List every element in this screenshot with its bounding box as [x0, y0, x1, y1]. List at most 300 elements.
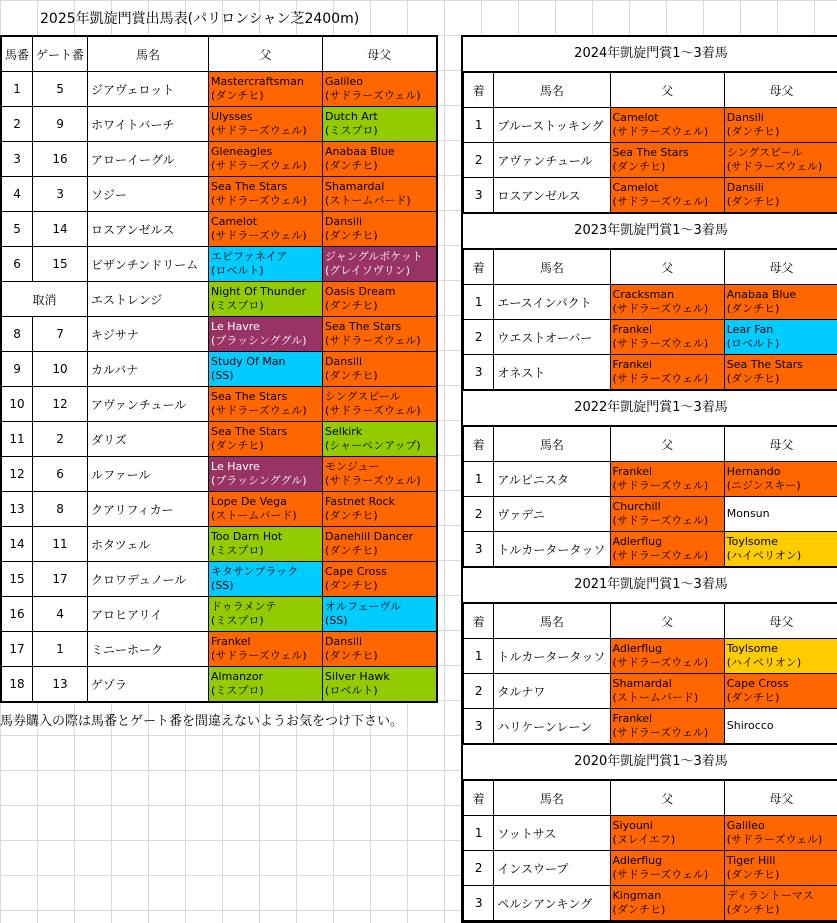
- finish-rank: 1: [464, 285, 494, 320]
- broodmare-sire-cell-name: Shamardal: [325, 180, 434, 194]
- horse-number: 16: [1, 597, 33, 632]
- sire-cell-name: Frankel: [613, 358, 722, 372]
- sire-cell: [610, 355, 724, 390]
- sire-cell: [209, 72, 323, 107]
- broodmare-sire-cell-name: ジャングルポケット: [325, 250, 434, 264]
- entry-row: [1, 667, 437, 703]
- horse-name: ソットサス: [494, 816, 610, 851]
- entry-row: [1, 492, 437, 527]
- past-results-table: [463, 780, 837, 921]
- sire-cell-line: (サドラーズウェル): [613, 656, 722, 670]
- past-header-cell: 馬名: [494, 604, 610, 639]
- horse-number: 1: [1, 72, 33, 107]
- sire-cell-line: (SS): [211, 369, 320, 383]
- finish-rank: 2: [464, 320, 494, 355]
- horse-name: エースインパクト: [494, 285, 610, 320]
- past-row: [464, 497, 837, 532]
- past-section-title: 2022年凱旋門賞1～3着馬: [463, 390, 837, 426]
- horse-name: ブルーストッキング: [494, 108, 610, 143]
- sire-cell-line: (ブラッシンググル): [211, 334, 320, 348]
- broodmare-sire-cell: [724, 851, 837, 886]
- broodmare-sire-cell-name: シングスピール: [727, 146, 836, 160]
- horse-number: 6: [1, 247, 33, 282]
- sire-cell-name: Frankel: [211, 635, 320, 649]
- finish-rank: 1: [464, 816, 494, 851]
- entry-row: [1, 457, 437, 492]
- broodmare-sire-cell: [323, 212, 437, 247]
- broodmare-sire-cell: [323, 282, 437, 317]
- sire-cell-line: (サドラーズウェル): [613, 868, 722, 882]
- sire-cell-name: Sea The Stars: [613, 146, 722, 160]
- broodmare-sire-cell: [724, 285, 837, 320]
- sire-cell: [209, 212, 323, 247]
- broodmare-sire-cell-name: Dansili: [325, 215, 434, 229]
- broodmare-sire-cell: [724, 709, 837, 744]
- broodmare-sire-cell-name: モンジュー: [325, 460, 434, 474]
- horse-name: オネスト: [494, 355, 610, 390]
- entry-header-cell: ゲート番: [33, 36, 88, 72]
- entry-row: [1, 422, 437, 457]
- sire-cell-line: (サドラーズウェル): [613, 479, 722, 493]
- broodmare-sire-cell: [724, 355, 837, 390]
- broodmare-sire-cell-name: Selkirk: [325, 425, 434, 439]
- horse-name: ミニーホーク: [88, 632, 209, 667]
- sire-cell: [610, 143, 724, 178]
- broodmare-sire-cell-line: (ダンチヒ): [325, 649, 434, 663]
- horse-name: インスウープ: [494, 851, 610, 886]
- entry-row: [1, 282, 437, 317]
- past-row: [464, 320, 837, 355]
- entry-row: [1, 527, 437, 562]
- horse-name: タルナワ: [494, 674, 610, 709]
- sire-cell-line: (サドラーズウェル): [211, 194, 320, 208]
- broodmare-sire-cell-name: Danehill Dancer: [325, 530, 434, 544]
- broodmare-sire-cell-line: (ダンチヒ): [727, 372, 836, 386]
- sire-cell-line: (ブラッシンググル): [211, 474, 320, 488]
- broodmare-sire-cell: [724, 108, 837, 143]
- sire-cell-line: (サドラーズウェル): [613, 514, 722, 528]
- broodmare-sire-cell-name: Galileo: [325, 75, 434, 89]
- horse-name: ホタツェル: [88, 527, 209, 562]
- sire-cell-name: Camelot: [211, 215, 320, 229]
- horse-name: ルファール: [88, 457, 209, 492]
- finish-rank: 3: [464, 532, 494, 567]
- sire-cell-name: Shamardal: [613, 677, 722, 691]
- entry-row: [1, 72, 437, 107]
- broodmare-sire-cell-name: Dansili: [325, 355, 434, 369]
- sire-cell-name: ドゥラメンテ: [211, 600, 320, 614]
- broodmare-sire-cell-line: (ダンチヒ): [325, 369, 434, 383]
- sire-cell: [610, 816, 724, 851]
- past-header-cell: 馬名: [494, 427, 610, 462]
- past-row: [464, 178, 837, 213]
- broodmare-sire-cell-line: (ダンチヒ): [325, 509, 434, 523]
- horse-name: クアリフィカー: [88, 492, 209, 527]
- past-section-title: 2023年凱旋門賞1～3着馬: [463, 213, 837, 249]
- broodmare-sire-cell-name: Dansili: [325, 635, 434, 649]
- broodmare-sire-cell-name: Sea The Stars: [727, 358, 836, 372]
- horse-name: ビザンチンドリーム: [88, 247, 209, 282]
- past-header-cell: 母父: [724, 73, 837, 108]
- past-row: [464, 462, 837, 497]
- entry-row: [1, 562, 437, 597]
- past-row: [464, 709, 837, 744]
- past-row: [464, 674, 837, 709]
- sire-cell-line: (ストームバード): [613, 691, 722, 705]
- past-row: [464, 108, 837, 143]
- broodmare-sire-cell: [323, 457, 437, 492]
- horse-name: ハリケーンレーン: [494, 709, 610, 744]
- gate-number: 6: [33, 457, 88, 492]
- broodmare-sire-cell-line: (ロベルト): [727, 337, 836, 351]
- gate-number: 17: [33, 562, 88, 597]
- past-header-row: [464, 781, 837, 816]
- broodmare-sire-cell-name: Toylsome: [727, 535, 836, 549]
- sire-cell: [610, 108, 724, 143]
- past-header-cell: 母父: [724, 250, 837, 285]
- sire-cell-name: Frankel: [613, 323, 722, 337]
- past-row: [464, 532, 837, 567]
- broodmare-sire-cell-name: Galileo: [727, 819, 836, 833]
- past-header-cell: 父: [610, 604, 724, 639]
- broodmare-sire-cell-line: (ダンチヒ): [727, 868, 836, 882]
- past-header-row: [464, 73, 837, 108]
- broodmare-sire-cell: [323, 422, 437, 457]
- broodmare-sire-cell-line: (SS): [325, 614, 434, 628]
- sire-cell: [209, 177, 323, 212]
- past-header-cell: 馬名: [494, 250, 610, 285]
- horse-name: カルバナ: [88, 352, 209, 387]
- sire-cell: [610, 178, 724, 213]
- gate-number: 8: [33, 492, 88, 527]
- sire-cell: [610, 532, 724, 567]
- past-row: [464, 285, 837, 320]
- horse-name: ジアヴェロット: [88, 72, 209, 107]
- broodmare-sire-cell-line: (ダンチヒ): [325, 229, 434, 243]
- broodmare-sire-cell: [724, 532, 837, 567]
- past-header-cell: 母父: [724, 427, 837, 462]
- past-header-cell: 着: [464, 250, 494, 285]
- past-section-title: 2020年凱旋門賞1～3着馬: [463, 744, 837, 780]
- sire-cell-line: (サドラーズウェル): [613, 302, 722, 316]
- broodmare-sire-cell-name: Anabaa Blue: [727, 288, 836, 302]
- sire-cell-line: (サドラーズウェル): [613, 549, 722, 563]
- horse-name: ダリズ: [88, 422, 209, 457]
- entry-row: [1, 247, 437, 282]
- broodmare-sire-cell-name: Cape Cross: [325, 565, 434, 579]
- horse-name: ゲゾラ: [88, 667, 209, 703]
- entry-header-cell: 馬名: [88, 36, 209, 72]
- broodmare-sire-cell-line: (ダンチヒ): [325, 159, 434, 173]
- broodmare-sire-cell-name: ディラントーマス: [727, 889, 836, 903]
- sire-cell-line: (サドラーズウェル): [211, 404, 320, 418]
- sire-cell: [209, 247, 323, 282]
- sire-cell-name: Camelot: [613, 111, 722, 125]
- broodmare-sire-cell-line: (ダンチヒ): [727, 903, 836, 917]
- sire-cell: [610, 497, 724, 532]
- entry-header-cell: 母父: [323, 36, 437, 72]
- finish-rank: 2: [464, 851, 494, 886]
- broodmare-sire-cell: [724, 639, 837, 674]
- past-header-cell: 着: [464, 427, 494, 462]
- horse-name: ウエストオーバー: [494, 320, 610, 355]
- past-section-title: 2021年凱旋門賞1～3着馬: [463, 567, 837, 603]
- sire-cell: [209, 597, 323, 632]
- broodmare-sire-cell: [323, 72, 437, 107]
- sire-cell-line: (サドラーズウェル): [613, 125, 722, 139]
- finish-rank: 3: [464, 709, 494, 744]
- horse-name: アローイーグル: [88, 142, 209, 177]
- sire-cell: [209, 352, 323, 387]
- past-row: [464, 816, 837, 851]
- gate-number: 2: [33, 422, 88, 457]
- horse-number: 13: [1, 492, 33, 527]
- broodmare-sire-cell-line: (サドラーズウェル): [325, 404, 434, 418]
- past-header-cell: 着: [464, 73, 494, 108]
- sire-cell-line: (ヌレイエフ): [613, 833, 722, 847]
- sire-cell-name: Too Darn Hot: [211, 530, 320, 544]
- horse-number: 18: [1, 667, 33, 703]
- gate-number: 9: [33, 107, 88, 142]
- sire-cell-name: Adlerflug: [613, 854, 722, 868]
- horse-number: 14: [1, 527, 33, 562]
- broodmare-sire-cell-name: Shirocco: [727, 719, 836, 733]
- broodmare-sire-cell-line: (ミスプロ): [325, 124, 434, 138]
- horse-number: 10: [1, 387, 33, 422]
- past-header-cell: 父: [610, 427, 724, 462]
- sire-cell: [610, 285, 724, 320]
- broodmare-sire-cell-line: (ニジンスキー): [727, 479, 836, 493]
- sire-cell-name: Sea The Stars: [211, 390, 320, 404]
- broodmare-sire-cell-line: (ダンチヒ): [727, 302, 836, 316]
- sire-cell: [209, 562, 323, 597]
- finish-rank: 2: [464, 143, 494, 178]
- past-results-panel: [461, 35, 837, 923]
- broodmare-sire-cell-name: Fastnet Rock: [325, 495, 434, 509]
- past-row: [464, 355, 837, 390]
- horse-number: 5: [1, 212, 33, 247]
- broodmare-sire-cell-line: (ダンチヒ): [727, 125, 836, 139]
- finish-rank: 1: [464, 639, 494, 674]
- entry-row: [1, 177, 437, 212]
- gate-number: 4: [33, 597, 88, 632]
- sire-cell-line: (ミスプロ): [211, 544, 320, 558]
- finish-rank: 1: [464, 108, 494, 143]
- sire-cell: [209, 457, 323, 492]
- sire-cell-line: (サドラーズウェル): [613, 195, 722, 209]
- entry-row: [1, 632, 437, 667]
- sire-cell-name: Cracksman: [613, 288, 722, 302]
- broodmare-sire-cell: [724, 178, 837, 213]
- broodmare-sire-cell: [323, 352, 437, 387]
- sheet-title: 2025年凱旋門賞出馬表(パリロンシャン芝2400m): [40, 8, 359, 28]
- sire-cell-name: Adlerflug: [613, 642, 722, 656]
- horse-name: ロスアンゼルス: [494, 178, 610, 213]
- gate-number: 1: [33, 632, 88, 667]
- broodmare-sire-cell-name: オルフェーヴル: [325, 600, 434, 614]
- sire-cell: [610, 639, 724, 674]
- broodmare-sire-cell-line: (ダンチヒ): [325, 579, 434, 593]
- broodmare-sire-cell: [323, 597, 437, 632]
- broodmare-sire-cell: [323, 107, 437, 142]
- broodmare-sire-cell: [323, 527, 437, 562]
- broodmare-sire-cell-line: (ダンチヒ): [325, 544, 434, 558]
- broodmare-sire-cell-name: Monsun: [727, 507, 836, 521]
- broodmare-sire-cell-name: Tiger Hill: [727, 854, 836, 868]
- entry-header-row: [1, 36, 437, 72]
- past-results-table: [463, 249, 837, 390]
- horse-number: 4: [1, 177, 33, 212]
- broodmare-sire-cell: [724, 143, 837, 178]
- broodmare-sire-cell-line: (サドラーズウェル): [325, 89, 434, 103]
- broodmare-sire-cell-name: Lear Fan: [727, 323, 836, 337]
- past-header-row: [464, 250, 837, 285]
- sire-cell-line: (サドラーズウェル): [211, 159, 320, 173]
- broodmare-sire-cell-line: (シャーペンアップ): [325, 439, 434, 453]
- horse-name: ソジー: [88, 177, 209, 212]
- past-results-table: [463, 426, 837, 567]
- past-header-cell: 父: [610, 250, 724, 285]
- sire-cell-line: (サドラーズウェル): [211, 649, 320, 663]
- broodmare-sire-cell: [724, 674, 837, 709]
- sire-cell-line: (SS): [211, 579, 320, 593]
- broodmare-sire-cell: [323, 142, 437, 177]
- sire-cell-name: Le Havre: [211, 320, 320, 334]
- broodmare-sire-cell: [323, 177, 437, 212]
- broodmare-sire-cell: [724, 886, 837, 921]
- sire-cell: [209, 527, 323, 562]
- sire-cell-line: (サドラーズウェル): [211, 124, 320, 138]
- past-row: [464, 886, 837, 921]
- sire-cell-line: (ミスプロ): [211, 684, 320, 698]
- gate-number: 7: [33, 317, 88, 352]
- past-header-cell: 母父: [724, 781, 837, 816]
- gate-number: 15: [33, 247, 88, 282]
- broodmare-sire-cell-name: Dansili: [727, 111, 836, 125]
- sire-cell-line: (サドラーズウェル): [613, 372, 722, 386]
- horse-name: アヴァンチュール: [88, 387, 209, 422]
- sire-cell: [610, 674, 724, 709]
- broodmare-sire-cell: [323, 492, 437, 527]
- horse-number: 12: [1, 457, 33, 492]
- sire-cell-name: Camelot: [613, 181, 722, 195]
- horse-name: エストレンジ: [88, 282, 209, 317]
- sire-cell-line: (ミスプロ): [211, 614, 320, 628]
- past-header-cell: 父: [610, 781, 724, 816]
- broodmare-sire-cell-name: Cape Cross: [727, 677, 836, 691]
- horse-number: 取消: [1, 282, 88, 317]
- sire-cell: [610, 886, 724, 921]
- horse-number: 8: [1, 317, 33, 352]
- broodmare-sire-cell-line: (サドラーズウェル): [325, 474, 434, 488]
- broodmare-sire-cell: [323, 247, 437, 282]
- broodmare-sire-cell-line: (サドラーズウェル): [325, 334, 434, 348]
- sire-cell-name: Night Of Thunder: [211, 285, 320, 299]
- horse-name: アロヒアリイ: [88, 597, 209, 632]
- past-section-title: 2024年凱旋門賞1～3着馬: [463, 37, 837, 72]
- horse-name: アヴァンチュール: [494, 143, 610, 178]
- horse-name: アルピニスタ: [494, 462, 610, 497]
- sire-cell: [209, 107, 323, 142]
- sire-cell-name: キタサンブラック: [211, 565, 320, 579]
- finish-rank: 1: [464, 462, 494, 497]
- gate-number: 11: [33, 527, 88, 562]
- broodmare-sire-cell-line: (ハイペリオン): [727, 656, 836, 670]
- broodmare-sire-cell: [724, 497, 837, 532]
- sire-cell-name: エピファネイア: [211, 250, 320, 264]
- past-header-row: [464, 604, 837, 639]
- past-header-cell: 馬名: [494, 781, 610, 816]
- sire-cell-name: Study Of Man: [211, 355, 320, 369]
- past-header-cell: 馬名: [494, 73, 610, 108]
- sire-cell-name: Siyouni: [613, 819, 722, 833]
- broodmare-sire-cell-name: Hernando: [727, 465, 836, 479]
- broodmare-sire-cell-line: (ダンチヒ): [325, 299, 434, 313]
- sire-cell-name: Frankel: [613, 712, 722, 726]
- sire-cell-name: Adlerflug: [613, 535, 722, 549]
- past-header-cell: 父: [610, 73, 724, 108]
- entry-row: [1, 597, 437, 632]
- past-row: [464, 143, 837, 178]
- broodmare-sire-cell: [323, 632, 437, 667]
- sire-cell-name: Le Havre: [211, 460, 320, 474]
- entry-header-cell: 父: [209, 36, 323, 72]
- horse-name: キジサナ: [88, 317, 209, 352]
- gate-number: 14: [33, 212, 88, 247]
- horse-name: ホワイトバーチ: [88, 107, 209, 142]
- entry-table: [0, 35, 438, 703]
- broodmare-sire-cell-line: (ダンチヒ): [727, 195, 836, 209]
- past-row: [464, 639, 837, 674]
- horse-number: 3: [1, 142, 33, 177]
- broodmare-sire-cell: [323, 387, 437, 422]
- entry-row: [1, 352, 437, 387]
- entry-row: [1, 212, 437, 247]
- broodmare-sire-cell-line: (ハイペリオン): [727, 549, 836, 563]
- horse-name: ロスアンゼルス: [88, 212, 209, 247]
- broodmare-sire-cell-name: Toylsome: [727, 642, 836, 656]
- sire-cell-line: (ダンチヒ): [211, 439, 320, 453]
- broodmare-sire-cell-line: (サドラーズウェル): [727, 833, 836, 847]
- past-header-cell: 母父: [724, 604, 837, 639]
- sire-cell-name: Sea The Stars: [211, 425, 320, 439]
- past-header-cell: 着: [464, 604, 494, 639]
- sire-cell: [209, 667, 323, 703]
- broodmare-sire-cell: [724, 816, 837, 851]
- entry-row: [1, 387, 437, 422]
- sire-cell-line: (サドラーズウェル): [613, 726, 722, 740]
- sire-cell: [209, 387, 323, 422]
- sire-cell-name: Gleneagles: [211, 145, 320, 159]
- sire-cell-line: (サドラーズウェル): [211, 229, 320, 243]
- sire-cell: [209, 282, 323, 317]
- broodmare-sire-cell: [724, 320, 837, 355]
- broodmare-sire-cell-name: Sea The Stars: [325, 320, 434, 334]
- entry-header-cell: 馬番: [1, 36, 33, 72]
- sire-cell-name: Churchill: [613, 500, 722, 514]
- past-results-table: [463, 72, 837, 213]
- past-header-row: [464, 427, 837, 462]
- sire-cell-line: (サドラーズウェル): [613, 337, 722, 351]
- gate-number: 12: [33, 387, 88, 422]
- horse-name: トルカータータッソ: [494, 639, 610, 674]
- entry-row: [1, 317, 437, 352]
- sire-cell-name: Lope De Vega: [211, 495, 320, 509]
- horse-name: クロワデュノール: [88, 562, 209, 597]
- broodmare-sire-cell: [724, 462, 837, 497]
- broodmare-sire-cell-name: Silver Hawk: [325, 670, 434, 684]
- horse-number: 11: [1, 422, 33, 457]
